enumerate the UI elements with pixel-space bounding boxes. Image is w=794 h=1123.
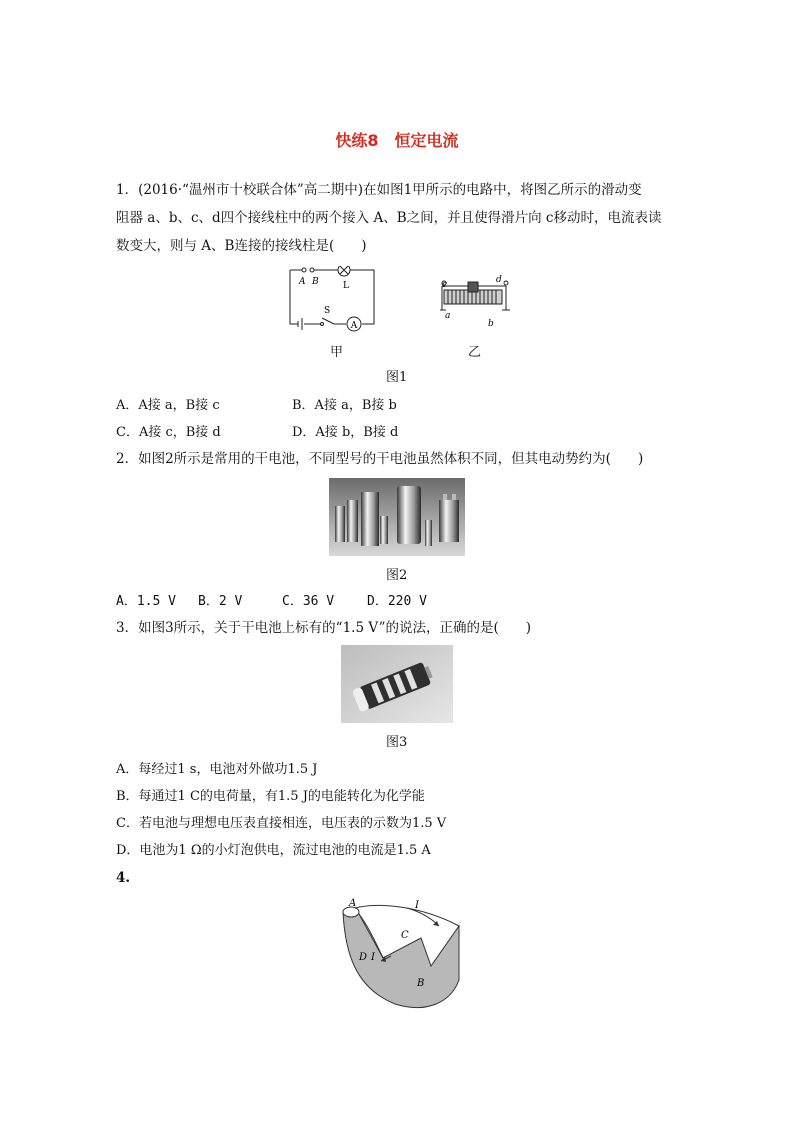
figure2-caption: 图2 (386, 568, 408, 583)
q1-text-line2: 阻器 a、b、c、d四个接线柱中的两个接入 A、B之间，并且使得滑片向 c移动时，电流表读 (116, 210, 662, 226)
terminal-b-label: B (312, 277, 319, 287)
q3-option-d: D．电池为1 Ω的小灯泡供电，流过电池的电流是1.5 A (116, 843, 431, 858)
terminal-b-lower-label: b (488, 319, 494, 329)
q1-text-line1: 1．(2016·“温州市十校联合体”高二期中)在如图1甲所示的电路中，将图乙所示的滑动变 (116, 182, 642, 198)
ammeter-label: A (350, 321, 358, 331)
terminal-d-label: d (496, 275, 502, 285)
point-d-label: D (359, 952, 368, 963)
batteries-photo (329, 478, 465, 556)
q2-option-d: D．220 V (367, 594, 427, 609)
q4-number: 4. (116, 870, 131, 886)
terminal-c-label: c (442, 280, 448, 290)
page-title: 快练8 恒定电流 (335, 131, 459, 150)
q2-text: 2．如图2所示是常用的干电池，不同型号的干电池虽然体积不同，但其电动势约为( ) (116, 451, 644, 467)
lamp-label: L (343, 281, 349, 291)
rheostat-diagram (436, 274, 516, 334)
figure1-caption: 图1 (386, 370, 408, 385)
q1-option-d: D．A接 b，B接 d (292, 425, 399, 440)
current-loop-diagram (335, 892, 465, 1016)
point-b-label: B (417, 978, 425, 989)
current-i-inner-label: I (371, 952, 375, 963)
q2-option-b: B．2 V (198, 594, 243, 609)
q2-option-a: A．1.5 V (116, 594, 176, 609)
q1-text-line3: 数变大，则与 A、B连接的接线柱是( ) (116, 238, 367, 254)
current-i-top-label: I (415, 900, 419, 911)
q3-option-b: B．每通过1 C的电荷量，有1.5 J的电能转化为化学能 (116, 789, 425, 804)
q1-option-c: C．A接 c，B接 d (116, 425, 221, 440)
circuit-diagram (282, 266, 392, 336)
q1-option-a: A．A接 a，B接 c (116, 398, 220, 413)
dry-cell-photo (341, 645, 453, 723)
q1-option-b: B．A接 a，B接 b (292, 398, 397, 413)
q3-option-c: C．若电池与理想电压表直接相连，电压表的示数为1.5 V (116, 816, 447, 831)
q3-text: 3．如图3所示，关于干电池上标有的“1.5 V”的说法，正确的是( ) (116, 620, 532, 636)
terminal-a-lower-label: a (445, 311, 451, 321)
terminal-a-label: A (299, 277, 306, 287)
figure1-left-caption: 甲 (330, 345, 344, 360)
q3-option-a: A．每经过1 s，电池对外做功1.5 J (116, 762, 318, 777)
point-a-label: A (349, 898, 357, 909)
switch-label: S (324, 306, 331, 316)
q2-option-c: C．36 V (282, 594, 335, 609)
point-c-label: C (401, 930, 409, 941)
figure3-caption: 图3 (386, 735, 408, 750)
figure1-right-caption: 乙 (468, 345, 482, 360)
